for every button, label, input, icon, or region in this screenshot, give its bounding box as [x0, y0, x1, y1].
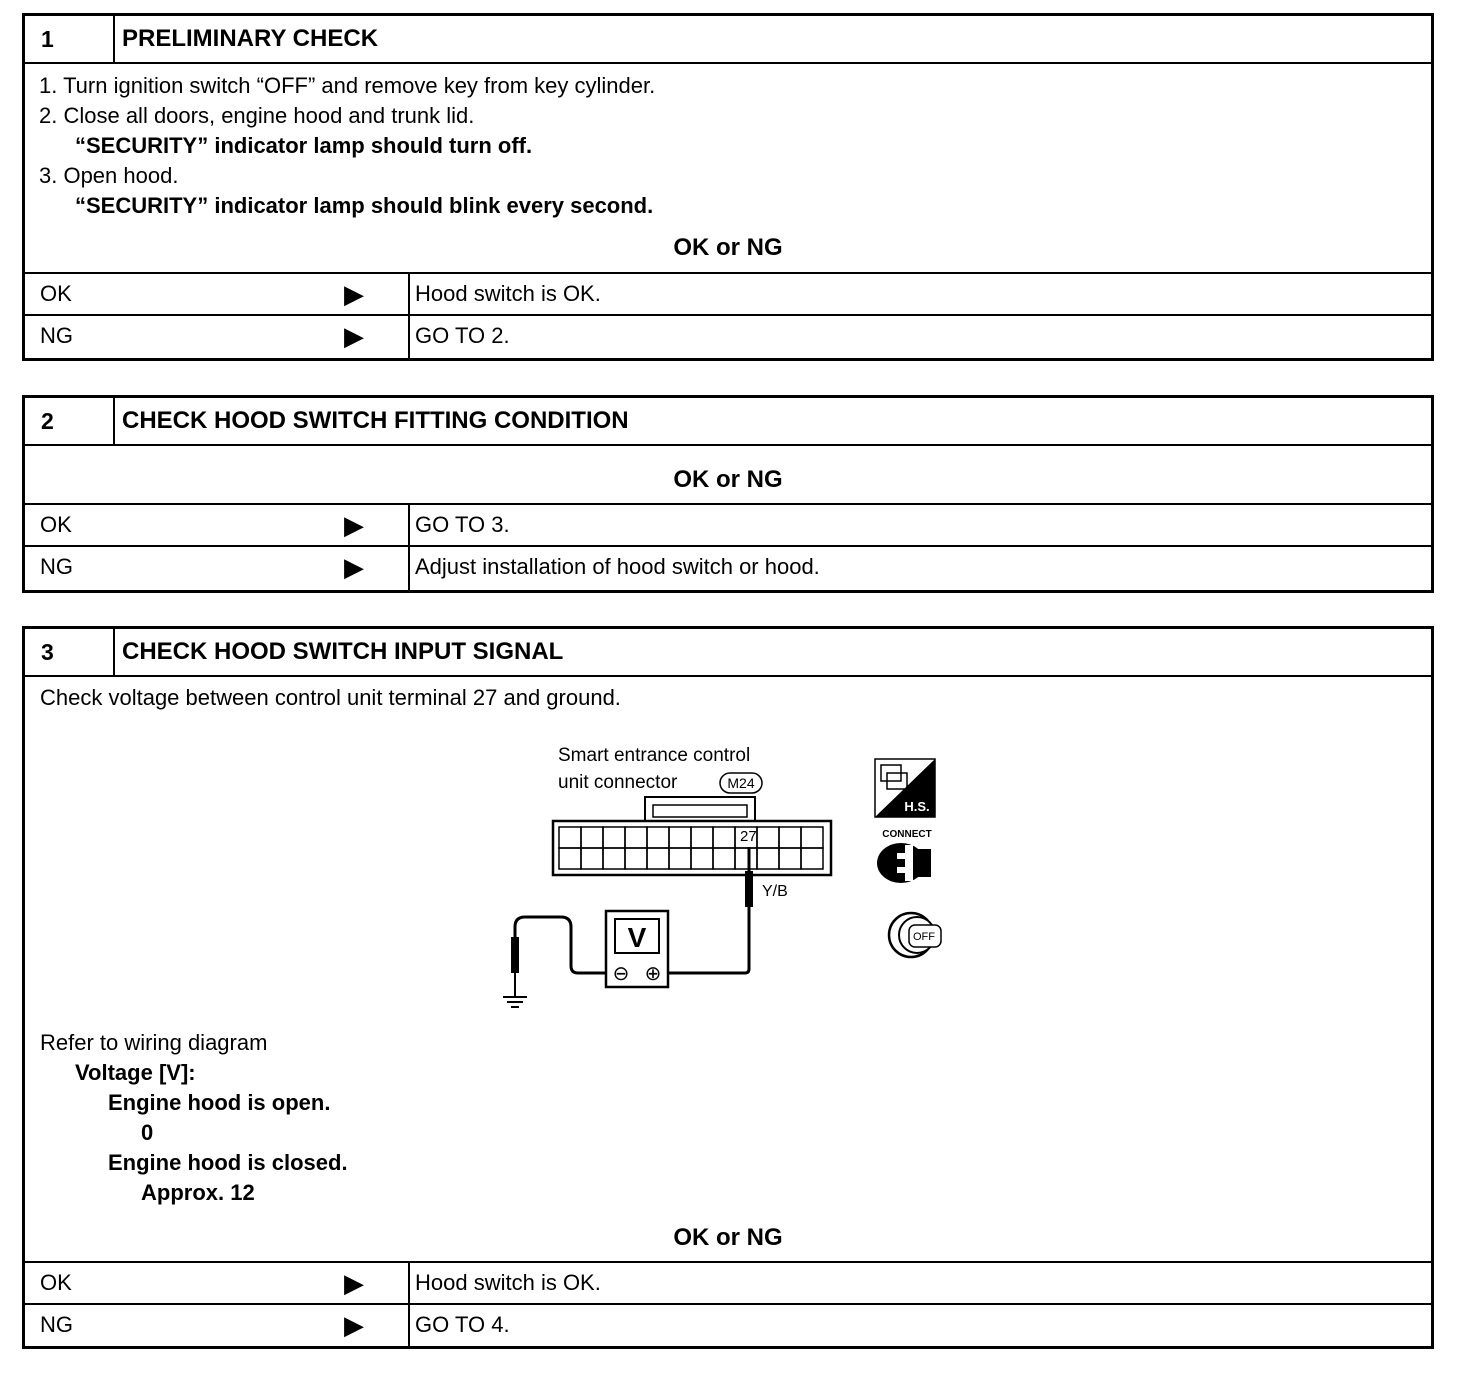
column-divider [408, 316, 410, 358]
step-number: 2 [25, 398, 115, 444]
result-row-ng [25, 314, 1431, 358]
result-action: Hood switch is OK. [415, 281, 601, 306]
connector-pin-cell [581, 827, 603, 848]
ok-or-ng-label: OK or NG [673, 466, 783, 493]
connector-pin-cell [735, 848, 757, 869]
result-action: GO TO 4. [415, 1312, 510, 1337]
result-code: OK [40, 512, 72, 537]
result-code: NG [40, 554, 73, 579]
connector-pin-cell [581, 848, 603, 869]
connector-pin-cell [559, 848, 581, 869]
column-divider [408, 1305, 410, 1346]
voltmeter-label: V [627, 922, 647, 953]
step-3-table [22, 626, 1434, 1349]
result-row-ok [25, 503, 1431, 545]
step-title: CHECK HOOD SWITCH INPUT SIGNAL [122, 638, 564, 665]
connector-pin-cell [713, 848, 735, 869]
result-code: OK [40, 1270, 72, 1295]
connector-pin-cell [713, 827, 735, 848]
note-line: Engine hood is closed. [108, 1150, 348, 1175]
connector-pin-cell [757, 848, 779, 869]
connector-pin-cell [603, 827, 625, 848]
step-number: 3 [25, 629, 115, 675]
ignition-off-label: OFF [913, 931, 935, 943]
note-line: Approx. 12 [141, 1180, 255, 1205]
instruction-line: 2. Close all doors, engine hood and trunk lid. [39, 103, 475, 128]
instruction-line: 1. Turn ignition switch “OFF” and remove key from key cylinder. [39, 73, 656, 98]
connector-id: M24 [727, 775, 755, 791]
connector-label-line2: unit connector [558, 772, 678, 793]
result-row-ok [25, 1261, 1431, 1303]
instruction-expectation: “SECURITY” indicator lamp should blink every second. [75, 193, 654, 218]
minus-terminal-icon: ⊖ [612, 963, 630, 985]
step-2-table [22, 395, 1434, 593]
connector-pin-cell [669, 827, 691, 848]
column-divider [408, 505, 410, 545]
column-divider [408, 547, 410, 590]
result-action: GO TO 2. [415, 323, 510, 348]
connector-connect-icon [877, 843, 931, 883]
step-header [25, 398, 1431, 446]
connector-pin-cell [691, 827, 713, 848]
ok-or-ng-label: OK or NG [673, 1224, 783, 1251]
arrow-icon: ▶ [344, 1310, 364, 1340]
connector-label-line1: Smart entrance control [558, 745, 751, 766]
arrow-icon: ▶ [344, 279, 364, 309]
connector-pin-cell [779, 848, 801, 869]
result-code: NG [40, 1312, 73, 1337]
step-title: PRELIMINARY CHECK [122, 25, 379, 52]
result-row-ng [25, 1303, 1431, 1346]
step-header [25, 629, 1431, 677]
step-1-table [22, 13, 1434, 361]
note-line: 0 [141, 1120, 154, 1145]
column-divider [408, 1263, 410, 1303]
arrow-icon: ▶ [344, 1268, 364, 1298]
voltage-check-diagram [25, 729, 1431, 1029]
wire-color-label: Y/B [762, 883, 788, 900]
result-code: OK [40, 281, 72, 306]
connector-body [553, 797, 831, 875]
connector-pin-cell [625, 848, 647, 869]
connector-pin-cell [603, 848, 625, 869]
hs-label: H.S. [904, 799, 930, 814]
connector-pin-cell [779, 827, 801, 848]
arrow-icon: ▶ [344, 321, 364, 351]
connector-pin-cell [647, 827, 669, 848]
ok-or-ng-label: OK or NG [673, 234, 783, 261]
column-divider [408, 274, 410, 314]
connector-pin-cell [559, 827, 581, 848]
instruction-line: Check voltage between control unit terminal 27 and ground. [40, 685, 621, 710]
step-number: 1 [25, 16, 115, 62]
result-action: GO TO 3. [415, 512, 510, 537]
terminal-number: 27 [740, 828, 757, 845]
instruction-expectation: “SECURITY” indicator lamp should turn off. [75, 133, 533, 158]
result-action: Hood switch is OK. [415, 1270, 601, 1295]
connector-pin-cell [647, 848, 669, 869]
step-header [25, 16, 1431, 64]
step-title: CHECK HOOD SWITCH FITTING CONDITION [122, 407, 629, 434]
connector-pin-cell [691, 848, 713, 869]
note-line: Voltage [V]: [75, 1060, 196, 1085]
plus-terminal-icon: ⊕ [644, 963, 662, 985]
connect-label: CONNECT [882, 829, 932, 840]
note-line: Engine hood is open. [108, 1090, 331, 1115]
connector-pin-cell [801, 848, 823, 869]
result-row-ok [25, 272, 1431, 314]
connector-pin-cell [757, 827, 779, 848]
connector-pin-cell [801, 827, 823, 848]
result-action: Adjust installation of hood switch or hood. [415, 554, 820, 579]
result-code: NG [40, 323, 73, 348]
note-line: Refer to wiring diagram [40, 1030, 268, 1055]
instruction-line: 3. Open hood. [39, 163, 179, 188]
arrow-icon: ▶ [344, 510, 364, 540]
connector-pin-cell [669, 848, 691, 869]
connector-pin-cell [625, 827, 647, 848]
result-row-ng [25, 545, 1431, 590]
arrow-icon: ▶ [344, 552, 364, 582]
